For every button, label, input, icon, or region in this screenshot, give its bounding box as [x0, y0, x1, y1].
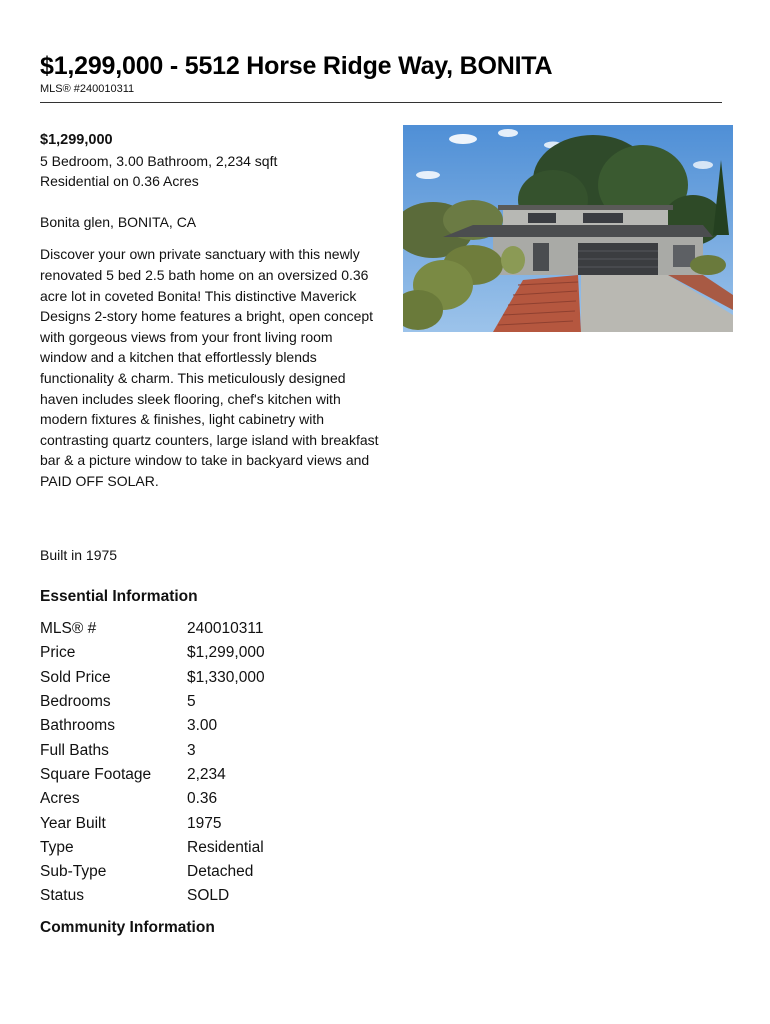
info-value: 3	[187, 741, 196, 759]
essential-info-heading: Essential Information	[40, 588, 198, 605]
info-label: Year Built	[40, 814, 106, 832]
info-label: Full Baths	[40, 741, 109, 759]
info-value: 0.36	[187, 790, 218, 808]
info-row	[40, 811, 340, 835]
header-divider	[40, 102, 722, 103]
info-value: $1,299,000	[187, 644, 265, 662]
info-row	[40, 787, 340, 811]
info-value: Detached	[187, 863, 254, 881]
rooms-summary: 5 Bedroom, 3.00 Bathroom, 2,234 sqft	[40, 152, 278, 169]
land-summary: Residential on 0.36 Acres	[40, 173, 199, 190]
listing-summary	[40, 130, 380, 492]
info-row	[40, 641, 340, 665]
info-value: $1,330,000	[187, 668, 265, 686]
essential-info-table	[40, 617, 340, 909]
info-label: Bedrooms	[40, 693, 111, 711]
info-value: 2,234	[187, 765, 226, 783]
info-value: 5	[187, 693, 196, 711]
info-value: Residential	[187, 838, 264, 856]
info-row	[40, 836, 340, 860]
info-label: Bathrooms	[40, 717, 115, 735]
info-value: 1975	[187, 814, 222, 832]
description: Discover your own private sanctuary with this newly renovated 5 bed 2.5 bath home on an oversized 0.36 acre lot in coveted Bonita! This distinctive Maverick Designs 2-story home features a bright, open concept with gorgeous views from your front living room window and a kitchen that effortlessly blends functionality & charm. This meticulously designed haven includes sleek flooring, chef's kitchen with modern fixtures & finishes, light cabinetry with contrasting quartz counters, large island with breakfast bar & a picture window to take in backyard views and PAID OFF SOLAR.	[40, 246, 379, 489]
info-value: 3.00	[187, 717, 218, 735]
info-label: Type	[40, 838, 74, 856]
community-info-heading: Community Information	[40, 919, 215, 936]
info-label: MLS® #	[40, 620, 97, 638]
info-label: Price	[40, 644, 76, 662]
info-row	[40, 738, 340, 762]
info-row	[40, 860, 340, 884]
info-row	[40, 884, 340, 908]
listing-title: $1,299,000 - 5512 Horse Ridge Way, BONITA	[40, 52, 553, 80]
info-label: Sold Price	[40, 668, 111, 686]
listing-price: $1,299,000	[40, 132, 113, 148]
info-row	[40, 617, 340, 641]
info-row	[40, 666, 340, 690]
location: Bonita glen, BONITA, CA	[40, 213, 197, 230]
property-photo	[403, 125, 733, 332]
info-row	[40, 714, 340, 738]
info-value: SOLD	[187, 887, 230, 905]
info-row	[40, 763, 340, 787]
info-label: Sub-Type	[40, 863, 107, 881]
info-value: 240010311	[187, 620, 264, 638]
mls-number: MLS® #240010311	[40, 83, 135, 95]
info-label: Status	[40, 887, 84, 905]
house-photo-illustration	[403, 125, 733, 332]
info-row	[40, 690, 340, 714]
year-built-line: Built in 1975	[40, 547, 118, 563]
info-label: Square Footage	[40, 765, 152, 783]
info-label: Acres	[40, 790, 80, 808]
